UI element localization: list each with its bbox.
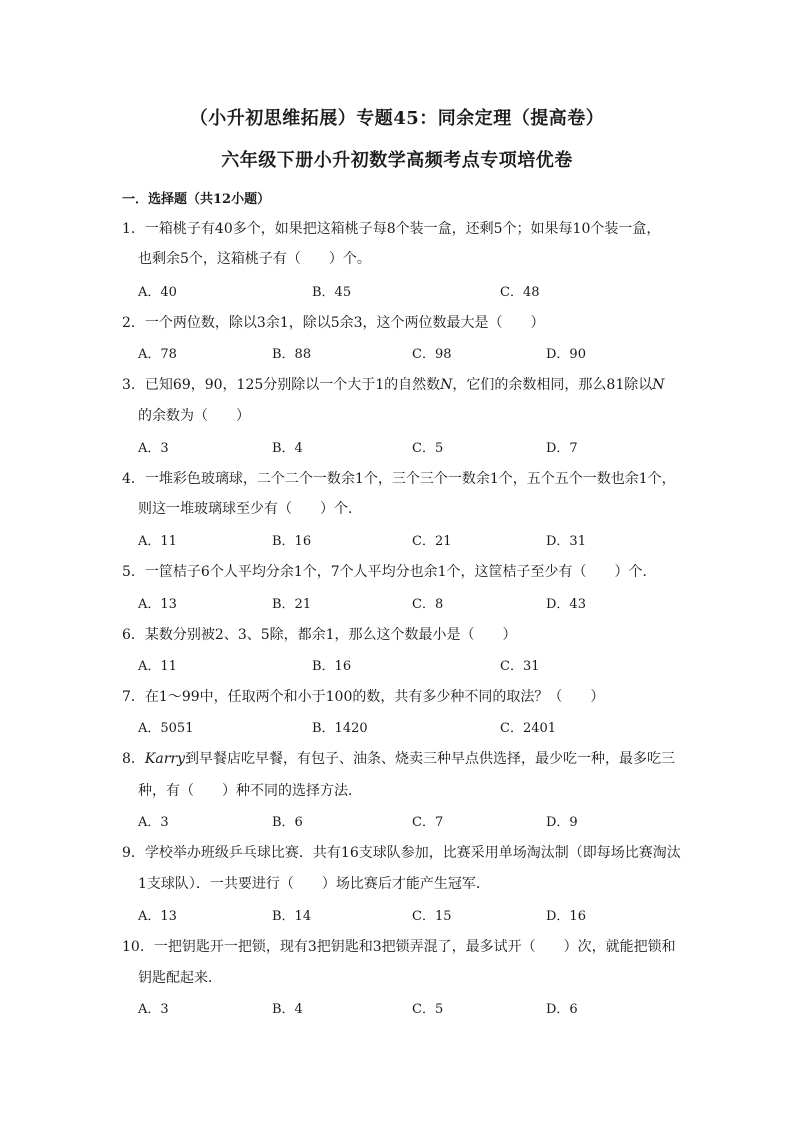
question-6-option-a: A．11	[138, 659, 177, 674]
question-6-line-1: 6．某数分别被2、3、5除，都余1，那么这个数最小是（ ）	[122, 627, 517, 643]
question-7-option-c: C．2401	[500, 721, 557, 736]
question-2-option-d: D．90	[546, 347, 586, 362]
question-9-option-a: A．13	[138, 909, 177, 924]
variable-n: N	[652, 377, 665, 393]
question-8-text: 到早餐店吃早餐，有包子、油条、烧卖三种早点供选择，最少吃一种，最多吃三	[185, 751, 676, 767]
question-10-option-a: A．3	[138, 1002, 169, 1017]
question-3-text-b: ，它们的余数相同，那么81除以	[452, 377, 653, 393]
question-5-option-d: D．43	[546, 597, 586, 612]
section-heading: 一．选择题（共12小题）	[122, 192, 271, 207]
question-8-number: 8．	[122, 751, 145, 767]
question-2-option-c: C．98	[412, 347, 452, 362]
question-4-option-c: C．21	[412, 534, 452, 549]
question-2-line-1: 2．一个两位数，除以3余1，除以5余3，这个两位数最大是（ ）	[122, 315, 545, 331]
question-8-option-b: B．6	[272, 815, 303, 830]
question-1-option-c: C．48	[500, 285, 540, 300]
question-1-option-b: B．45	[312, 285, 352, 300]
question-10-line-2: 钥匙配起来．	[138, 970, 222, 986]
question-1-line-2: 也剩余5个，这箱桃子有（ ）个。	[138, 251, 371, 267]
question-4-line-2: 则这一堆玻璃球至少有（ ）个．	[138, 501, 362, 517]
question-2-option-a: A．78	[138, 347, 177, 362]
question-10-line-1: 10．一把钥匙开一把锁，现有3把钥匙和3把锁弄混了，最多试开（ ）次，就能把锁和	[122, 939, 676, 955]
page-title: （小升初思维拓展）专题45：同余定理（提高卷）	[189, 108, 605, 129]
variable-n: N	[440, 377, 453, 393]
question-6-option-c: C．31	[500, 659, 540, 674]
question-1-option-a: A．40	[138, 285, 177, 300]
question-9-line-1: 9．学校举办班级乒乓球比赛．共有16支球队参加，比赛采用单场淘汰制（即每场比赛淘汰	[122, 845, 681, 861]
question-3-line-2: 的余数为（ ）	[138, 408, 250, 424]
question-10-option-b: B．4	[272, 1002, 303, 1017]
question-8-option-a: A．3	[138, 815, 169, 830]
question-10-option-c: C．5	[412, 1002, 444, 1017]
question-3-line-1	[122, 374, 665, 394]
question-10-option-d: D．6	[546, 1002, 578, 1017]
question-5-option-a: A．13	[138, 597, 177, 612]
question-3-text-a: 3．已知69，90，125分别除以一个大于1的自然数	[122, 377, 441, 393]
question-9-option-b: B．14	[272, 909, 312, 924]
page-subtitle: 六年级下册小升初数学高频考点专项培优卷	[221, 150, 573, 171]
question-3-option-a: A．3	[138, 441, 169, 456]
question-4-option-d: D．31	[546, 534, 586, 549]
question-7-option-b: B．1420	[312, 721, 368, 736]
question-1-line-1: 1．一箱桃子有40多个，如果把这箱桃子每8个装一盒，还剩5个；如果每10个装一盒，	[122, 221, 661, 237]
question-5-line-1: 5．一筐桔子6个人平均分余1个，7个人平均分也余1个，这筐桔子至少有（ ）个．	[122, 564, 657, 580]
question-2-option-b: B．88	[272, 347, 312, 362]
question-7-option-a: A．5051	[138, 721, 194, 736]
question-8-option-d: D．9	[546, 815, 578, 830]
question-5-option-b: B．21	[272, 597, 312, 612]
question-4-line-1: 4．一堆彩色玻璃球，二个二个一数余1个，三个三个一数余1个，五个五个一数也余1个，	[122, 471, 676, 487]
person-name: Karry	[144, 751, 186, 767]
question-7-line-1: 7．在1～99中，任取两个和小于100的数，共有多少种不同的取法？（ ）	[122, 689, 605, 705]
question-9-option-c: C．15	[412, 909, 452, 924]
question-4-option-b: B．16	[272, 534, 312, 549]
question-4-option-a: A．11	[138, 534, 177, 549]
question-3-option-c: C．5	[412, 441, 444, 456]
question-8-line-2: 种，有（ ）种不同的选择方法．	[138, 783, 362, 799]
question-3-option-d: D．7	[546, 441, 578, 456]
question-8-option-c: C．7	[412, 815, 444, 830]
question-9-option-d: D．16	[546, 909, 586, 924]
question-6-option-b: B．16	[312, 659, 352, 674]
question-9-line-2: 1支球队）．一共要进行（ ）场比赛后才能产生冠军．	[138, 876, 490, 892]
question-8-line-1	[122, 748, 675, 768]
question-3-option-b: B．4	[272, 441, 303, 456]
question-5-option-c: C．8	[412, 597, 444, 612]
